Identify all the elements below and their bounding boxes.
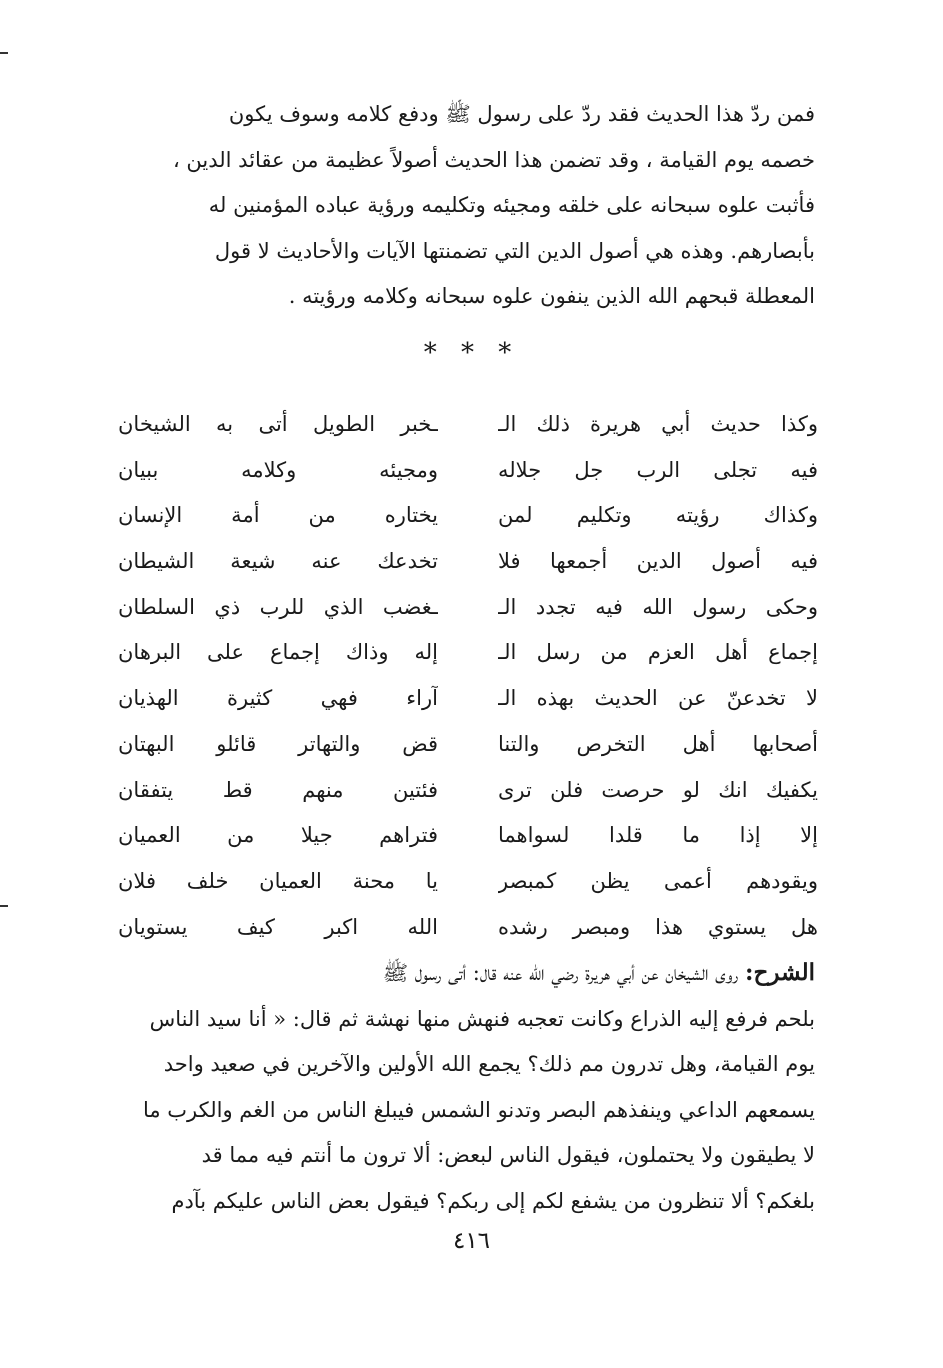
- verse-second-hemistich: فتراهم جيلا من العميان: [118, 823, 438, 848]
- verse-first-hemistich: وكذاك رؤيته وتكليم لمن: [498, 503, 818, 528]
- poem-verse: [118, 859, 818, 905]
- verse-first-hemistich: أصحابها أهل التخرص والتنا: [498, 731, 818, 756]
- poem-verse: [118, 676, 818, 722]
- page-edge-mark: [0, 52, 8, 54]
- commentary-line: يوم القيامة، وهل تدرون مم ذلك؟ يجمع الله الأولين والآخرين في صعيد واحد: [163, 1052, 815, 1076]
- intro-line: فمن ردّ هذا الحديث فقد ردّ على رسول ﷺ ودفع كلامه وسوف يكون: [228, 102, 815, 126]
- commentary-first-line: [125, 950, 815, 997]
- commentary-paragraph: [125, 950, 815, 1224]
- commentary-first-line-text: روى الشيخان عن أبي هريرة رضي الله عنه قال: أتى رسول ﷺ: [382, 961, 746, 985]
- poem-verse: [118, 630, 818, 676]
- poem-verse: [118, 402, 818, 448]
- verse-first-hemistich: إجماع أهل العزم من رسل الـ: [498, 640, 818, 665]
- verse-first-hemistich: فيه أصول الدين أجمعها فلا: [498, 549, 818, 574]
- verse-second-hemistich: يختاره من أمة الإنسان: [118, 503, 438, 528]
- verse-second-hemistich: ـخبر الطويل أتى به الشيخان: [118, 412, 438, 436]
- poem-verse: [118, 722, 818, 768]
- verse-first-hemistich: لا تخدعنّ عن الحديث بهذه الـ: [498, 686, 818, 711]
- verse-first-hemistich: فيه تجلى الرب جل جلاله: [498, 457, 818, 482]
- commentary-line: لا يطيقون ولا يحتملون، فيقول الناس لبعض: ألا ترون ما أنتم فيه مما قد: [201, 1143, 815, 1167]
- commentary-label: الشرح:: [745, 959, 815, 986]
- poem-verse: [118, 539, 818, 585]
- verse-first-hemistich: هل يستوي هذا ومبصر رشده: [498, 914, 818, 939]
- verse-second-hemistich: آراء فهي كثيرة الهذيان: [118, 686, 438, 711]
- verse-first-hemistich: يكفيك انك لو حرصت فلن ترى: [498, 777, 818, 802]
- intro-line: خصمه يوم القيامة ، وقد تضمن هذا الحديث أصولاً عظيمة من عقائد الدين ،: [172, 147, 815, 172]
- commentary-line: بلحم فرفع إليه الذراع وكانت تعجبه فنهش منها نهشة ثم قال: « أنا سيد الناس: [149, 1006, 815, 1031]
- page-edge-mark: [0, 905, 8, 907]
- page-number: ٤١٦: [452, 1228, 491, 1254]
- poem-verse: [118, 585, 818, 631]
- poem-verse: [118, 905, 818, 951]
- verse-second-hemistich: قض والتهاتر قائلو البهتان: [118, 731, 438, 756]
- poem-verse: [118, 768, 818, 814]
- verse-first-hemistich: وحكى رسول الله فيه تجدد الـ: [498, 594, 818, 619]
- commentary-line: يسمعهم الداعي وينفذهم البصر وتدنو الشمس فيبلغ الناس من الغم والكرب ما: [142, 1097, 815, 1122]
- verse-first-hemistich: ويقودهم أعمى يظن كمبصر: [498, 868, 818, 893]
- verse-second-hemistich: الله اكبر كيف يستويان: [118, 914, 438, 939]
- intro-line: فأثبت علوه سبحانه على خلقه ومجيئه وتكليمه ورؤية عباده المؤمنين له: [208, 193, 815, 217]
- poem-block: [118, 402, 818, 950]
- verse-second-hemistich: ـغضب الذي للرب ذي السلطان: [118, 594, 438, 619]
- verse-second-hemistich: تخدعك عنه شيعة الشيطان: [118, 549, 438, 574]
- verse-first-hemistich: وكذا حديث أبي هريرة ذلك الـ: [498, 412, 818, 436]
- verse-second-hemistich: يا محنة العميان خلف فلان: [118, 868, 438, 893]
- intro-line: بأبصارهم. وهذه هي أصول الدين التي تضمنتها الآيات والأحاديث لا قول: [214, 238, 815, 263]
- intro-line: المعطلة قبحهم الله الذين ينفون علوه سبحانه وكلامه ورؤيته .: [288, 284, 815, 308]
- section-separator: * * *: [423, 338, 520, 368]
- commentary-line: بلغكم؟ ألا تنظرون من يشفع لكم إلى ربكم؟ فيقول بعض الناس عليكم بآدم: [171, 1188, 815, 1213]
- verse-second-hemistich: إله وذاك إجماع على البرهان: [118, 640, 438, 665]
- intro-paragraph: [125, 92, 815, 320]
- verse-second-hemistich: فئتين منهم قط يتفقان: [118, 777, 438, 802]
- poem-verse: [118, 813, 818, 859]
- poem-verse: [118, 448, 818, 494]
- poem-verse: [118, 493, 818, 539]
- verse-second-hemistich: ومجيئه وكلامه ببيان: [118, 457, 438, 482]
- verse-first-hemistich: إلا إذا ما قلدا لسواهما: [498, 823, 818, 848]
